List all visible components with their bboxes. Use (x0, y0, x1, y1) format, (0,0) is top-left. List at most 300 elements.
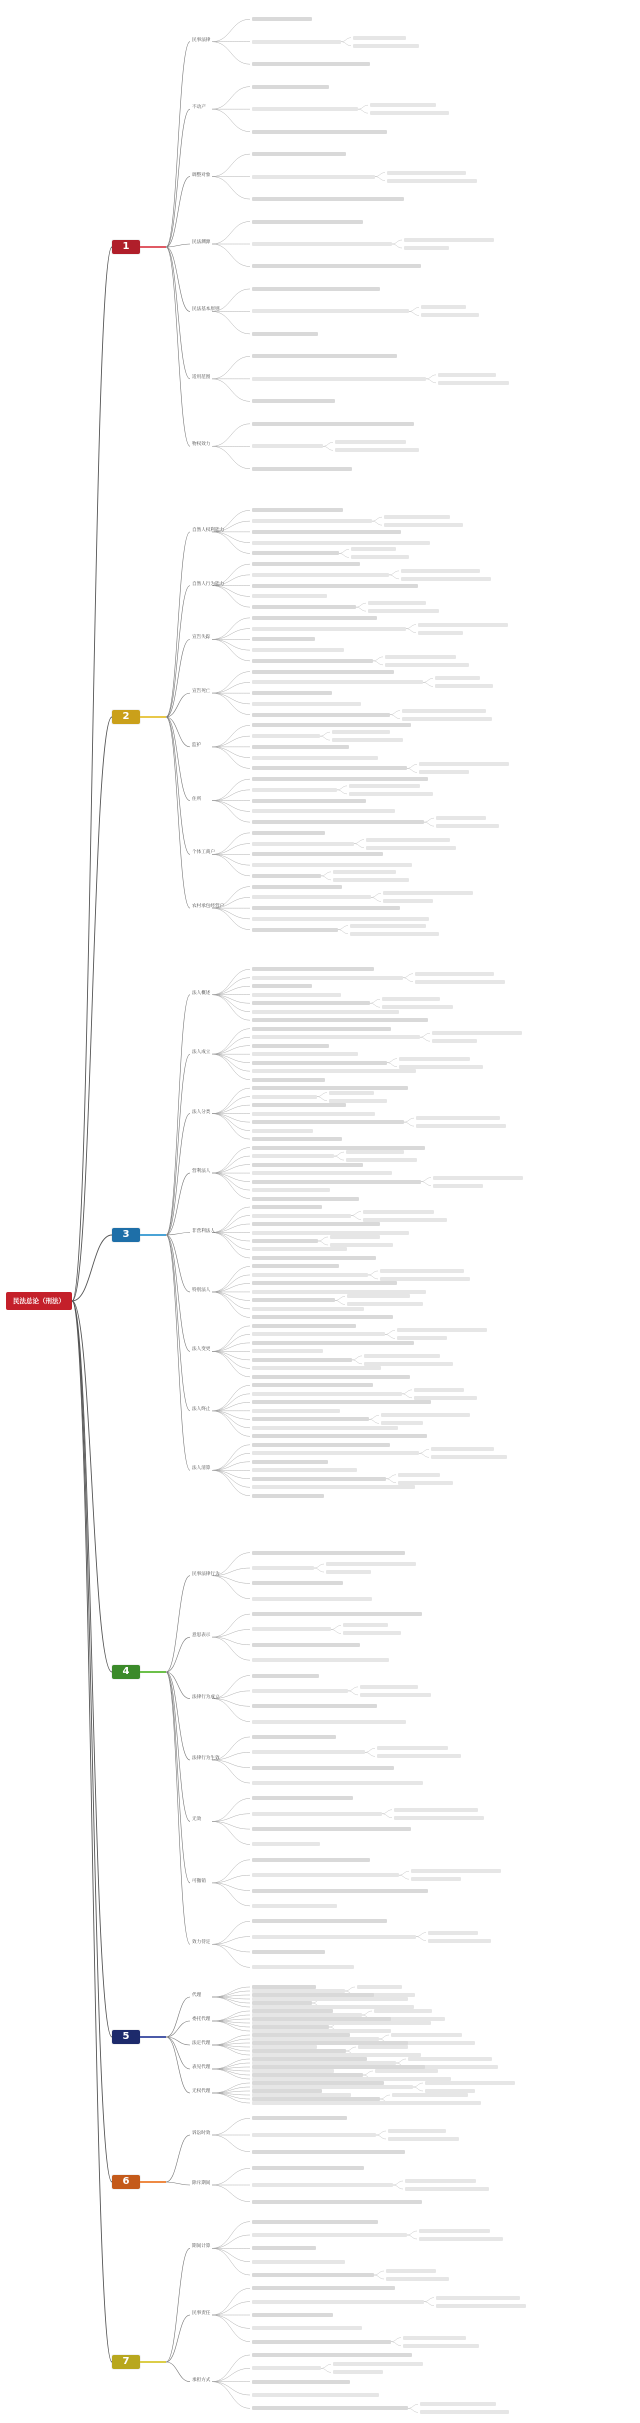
leaf-text-line (332, 730, 390, 734)
leaf-text-line (252, 573, 389, 577)
leaf-text-line (346, 1150, 404, 1154)
leaf-text-line (252, 852, 383, 856)
leaf-text-line (431, 1447, 494, 1451)
leaf-text-line (252, 399, 335, 403)
section-number: 1 (122, 241, 130, 252)
leaf-text-line (428, 1931, 478, 1935)
leaf-text-line (399, 1057, 470, 1061)
section-3-topic[interactable]: 法人清算 (192, 1466, 211, 1472)
section-5-topic[interactable]: 表见代理 (192, 2065, 211, 2070)
leaf-text-line (252, 354, 397, 358)
section-4-topic[interactable]: 法律行为成立 (192, 1694, 220, 1700)
leaf-text-line (252, 734, 320, 738)
leaf-text-line (398, 1481, 453, 1485)
leaf-text-line (252, 1256, 376, 1260)
leaf-text-line (252, 2380, 350, 2384)
leaf-text-line (252, 1827, 411, 1831)
leaf-text-line (333, 878, 409, 882)
leaf-text-line (252, 2233, 407, 2237)
section-3-topic[interactable]: 特别法人 (192, 1287, 211, 1293)
leaf-text-line (252, 2166, 364, 2170)
leaf-text-line (399, 1065, 483, 1069)
leaf-text-line (326, 1562, 416, 1566)
leaf-text-line (252, 1120, 404, 1124)
section-3-topic[interactable]: 法人终止 (192, 1406, 211, 1412)
leaf-text-line (252, 648, 344, 652)
leaf-text-line (333, 2370, 383, 2374)
leaf-text-line (252, 1674, 319, 1678)
leaf-text-line (353, 44, 419, 48)
leaf-text-line (436, 2304, 526, 2308)
leaf-text-line (252, 1018, 428, 1022)
section-number: 2 (122, 711, 130, 722)
leaf-text-line (252, 2273, 374, 2277)
section-1-topic[interactable]: 物权效力 (192, 442, 211, 448)
leaf-text-line (252, 1950, 325, 1954)
leaf-text-line (252, 1597, 372, 1601)
section-3-topic[interactable]: 法人分类 (192, 1109, 211, 1115)
leaf-text-line (252, 17, 312, 21)
leaf-text-line (252, 1001, 370, 1005)
leaf-text-line (252, 1095, 317, 1099)
leaf-text-line (252, 670, 394, 674)
leaf-text-line (404, 238, 494, 242)
leaf-text-line (252, 1027, 391, 1031)
leaf-text-line (252, 1720, 406, 1724)
leaf-text-line (416, 1124, 506, 1128)
section-1-topic[interactable]: 适用范围 (192, 374, 211, 380)
leaf-text-line (252, 175, 375, 179)
leaf-text-line (252, 1766, 394, 1770)
leaf-text-line (252, 1434, 427, 1438)
leaf-text-line (252, 2246, 316, 2250)
leaf-text-line (380, 1269, 464, 1273)
leaf-text-line (402, 717, 492, 721)
leaf-text-line (252, 2326, 362, 2330)
leaf-text-line (418, 631, 463, 635)
leaf-text-line (252, 1858, 370, 1862)
leaf-text-line (252, 1137, 342, 1141)
leaf-text-line (415, 972, 494, 976)
section-5-topic[interactable]: 无权代理 (192, 2089, 211, 2094)
leaf-text-line (351, 555, 409, 559)
section-6-badge[interactable] (112, 2175, 140, 2189)
section-5-topic[interactable]: 委托代理 (192, 2017, 211, 2022)
leaf-text-line (433, 1176, 523, 1180)
leaf-text-line (252, 2300, 424, 2304)
leaf-text-line (252, 1781, 423, 1785)
leaf-text-line (252, 1919, 387, 1923)
leaf-text-line (252, 809, 395, 813)
leaf-text-line (375, 2069, 438, 2073)
leaf-text-line (252, 2366, 321, 2370)
section-2-topic[interactable]: 农村承包经营户 (192, 904, 225, 910)
leaf-text-line (419, 762, 509, 766)
leaf-text-line (416, 1116, 500, 1120)
leaf-text-line (387, 179, 477, 183)
leaf-text-line (252, 1494, 324, 1498)
leaf-text-line (431, 1455, 507, 1459)
leaf-text-line (326, 1570, 371, 1574)
leaf-text-line (398, 1473, 440, 1477)
leaf-text-line (252, 1426, 398, 1430)
leaf-text-line (401, 577, 491, 581)
leaf-text-line (364, 1362, 453, 1366)
leaf-text-line (252, 627, 406, 631)
section-2-topic[interactable]: 自然人行为能力 (192, 581, 225, 587)
leaf-text-line (418, 623, 508, 627)
leaf-text-line (252, 1383, 373, 1387)
leaf-text-line (404, 246, 449, 250)
leaf-text-line (252, 885, 342, 889)
section-3-topic[interactable]: 营利法人 (192, 1169, 211, 1175)
leaf-text-line (252, 605, 356, 609)
leaf-text-line (252, 2313, 333, 2317)
leaf-text-line (252, 551, 339, 555)
leaf-text-line (252, 1612, 422, 1616)
leaf-text-line (252, 2353, 412, 2357)
section-2-topic[interactable]: 住所 (192, 796, 202, 802)
section-7-topic[interactable]: 期间计算 (192, 2244, 211, 2250)
section-2-topic[interactable]: 监护 (192, 742, 202, 748)
leaf-text-line (252, 756, 378, 760)
leaf-text-line (252, 1349, 323, 1353)
leaf-text-line (405, 2187, 489, 2191)
leaf-text-line (252, 1485, 415, 1489)
leaf-text-line (252, 1078, 325, 1082)
leaf-text-line (252, 1273, 368, 1277)
leaf-text-line (252, 1069, 416, 1073)
leaf-text-line (353, 36, 406, 40)
leaf-text-line (419, 2237, 503, 2241)
section-7-topic[interactable]: 承担方式 (192, 2377, 211, 2383)
section-2-topic[interactable]: 宣告死亡 (192, 689, 211, 695)
leaf-text-line (252, 691, 332, 695)
leaf-text-line (252, 788, 337, 792)
leaf-text-line (386, 2269, 436, 2273)
leaf-text-line (436, 2296, 520, 2300)
leaf-text-line (252, 1052, 358, 1056)
leaf-text-line (397, 1328, 487, 1332)
leaf-text-line (252, 928, 338, 932)
leaf-text-line (333, 2362, 423, 2366)
leaf-text-line (252, 1197, 359, 1201)
leaf-text-line (252, 842, 354, 846)
section-accent-bar (140, 246, 166, 248)
leaf-text-line (252, 820, 424, 824)
leaf-text-line (364, 1354, 440, 1358)
leaf-text-line (252, 616, 377, 620)
section-number: 3 (122, 1229, 130, 1240)
section-3-topic[interactable]: 法人变更 (192, 1347, 211, 1353)
section-7-badge[interactable] (112, 2355, 140, 2369)
leaf-text-line (252, 1551, 405, 1555)
leaf-text-line (252, 1889, 428, 1893)
leaf-text-line (252, 444, 323, 448)
section-6-topic[interactable]: 除斥期间 (192, 2181, 211, 2186)
leaf-text-line (435, 684, 493, 688)
leaf-text-line (432, 1031, 522, 1035)
leaf-text-line (360, 1693, 431, 1697)
leaf-text-line (394, 1816, 484, 1820)
leaf-text-line (252, 1566, 314, 1570)
leaf-text-line (252, 2260, 345, 2264)
leaf-text-line (252, 1061, 387, 1065)
leaf-text-line (252, 1332, 385, 1336)
section-accent-bar (140, 716, 166, 718)
leaf-text-line (330, 1235, 380, 1239)
leaf-text-line (252, 2200, 422, 2204)
section-2-topic[interactable]: 自然人权利能力 (192, 527, 225, 533)
leaf-text-line (252, 1222, 380, 1226)
leaf-text-line (332, 738, 403, 742)
leaf-text-line (252, 1842, 320, 1846)
leaf-text-line (252, 40, 341, 44)
leaf-text-line (252, 1281, 397, 1285)
leaf-text-line (415, 980, 505, 984)
leaf-text-line (329, 1099, 387, 1103)
leaf-text-line (252, 713, 390, 717)
leaf-text-line (324, 1997, 408, 2001)
leaf-text-line (357, 1985, 402, 1989)
leaf-text-line (411, 1869, 501, 1873)
leaf-text-line (252, 594, 327, 598)
leaf-text-line (252, 584, 418, 588)
leaf-text-line (381, 1421, 423, 1425)
leaf-text-line (414, 1388, 464, 1392)
section-accent-bar (140, 2181, 166, 2183)
leaf-text-line (391, 2033, 462, 2037)
leaf-text-line (335, 440, 406, 444)
leaf-text-line (252, 1239, 318, 1243)
leaf-text-line (384, 523, 463, 527)
leaf-text-line (252, 152, 346, 156)
leaf-text-line (252, 309, 409, 313)
leaf-text-line (401, 569, 480, 573)
section-1-topic[interactable]: 民法基本原则 (192, 307, 220, 313)
section-accent-bar (140, 2361, 166, 2363)
leaf-text-line (252, 242, 392, 246)
leaf-text-line (435, 676, 480, 680)
leaf-text-line (392, 2093, 468, 2097)
leaf-text-line (421, 313, 479, 317)
leaf-text-line (420, 2410, 509, 2414)
section-4-badge[interactable] (112, 1665, 140, 1679)
leaf-text-line (252, 1400, 431, 1404)
leaf-text-line (252, 1704, 377, 1708)
section-3-topic[interactable]: 法人概述 (192, 990, 211, 996)
leaf-text-line (347, 1294, 410, 1298)
leaf-text-line (252, 723, 411, 727)
leaf-text-line (252, 1341, 414, 1345)
leaf-text-line (329, 1091, 374, 1095)
leaf-text-line (252, 831, 325, 835)
leaf-text-line (374, 2009, 432, 2013)
section-6-topic[interactable]: 诉讼时效 (192, 2131, 211, 2136)
leaf-text-line (252, 2150, 405, 2154)
leaf-text-line (383, 891, 473, 895)
leaf-text-line (252, 1188, 330, 1192)
leaf-text-line (330, 1243, 393, 1247)
leaf-text-line (252, 1796, 353, 1800)
section-number: 5 (122, 2031, 130, 2042)
leaf-text-line (252, 107, 358, 111)
leaf-text-line (419, 2229, 490, 2233)
leaf-text-line (420, 2402, 496, 2406)
leaf-text-line (384, 515, 450, 519)
leaf-text-line (385, 663, 469, 667)
leaf-text-line (433, 1184, 483, 1188)
section-number: 6 (122, 2176, 130, 2187)
leaf-text-line (252, 1307, 364, 1311)
leaf-text-line (252, 1812, 382, 1816)
section-4-topic[interactable]: 意思表示 (192, 1633, 211, 1639)
leaf-text-line (403, 2336, 466, 2340)
section-4-topic[interactable]: 无效 (192, 1817, 202, 1823)
leaf-text-line (370, 103, 436, 107)
section-accent-bar (140, 1671, 166, 1673)
section-4-topic[interactable]: 民事法律行为 (192, 1571, 220, 1577)
leaf-text-line (252, 1146, 425, 1150)
leaf-text-line (252, 1324, 356, 1328)
leaf-text-line (252, 1163, 363, 1167)
section-2-topic[interactable]: 宣告失踪 (192, 635, 211, 641)
leaf-text-line (360, 1685, 418, 1689)
leaf-text-line (252, 519, 372, 523)
leaf-text-line (383, 899, 433, 903)
leaf-text-line (428, 1939, 491, 1943)
leaf-text-line (252, 1112, 375, 1116)
leaf-text-line (252, 1409, 340, 1413)
leaf-text-line (333, 870, 396, 874)
leaf-text-line (363, 1210, 434, 1214)
leaf-text-line (252, 197, 404, 201)
leaf-text-line (403, 2344, 479, 2348)
leaf-text-line (252, 1214, 351, 1218)
section-accent-bar (140, 2036, 166, 2038)
leaf-text-line (252, 62, 370, 66)
section-number: 7 (122, 2356, 130, 2367)
leaf-text-line (252, 2393, 379, 2397)
leaf-text-line (252, 2101, 409, 2105)
leaf-text-line (252, 906, 400, 910)
section-5-topic[interactable]: 法定代理 (192, 2041, 211, 2046)
leaf-text-line (252, 377, 426, 381)
leaf-text-line (380, 1277, 470, 1281)
leaf-text-line (252, 2183, 393, 2187)
section-7-topic[interactable]: 民事责任 (192, 2311, 211, 2316)
leaf-text-line (252, 1392, 402, 1396)
leaf-text-line (252, 917, 429, 921)
leaf-text-line (252, 1477, 386, 1481)
leaf-text-line (397, 1336, 447, 1340)
leaf-text-line (368, 601, 426, 605)
leaf-text-line (387, 171, 466, 175)
leaf-text-line (252, 2133, 376, 2137)
section-3-topic[interactable]: 非营利法人 (192, 1228, 215, 1234)
leaf-text-line (252, 1205, 322, 1209)
section-3-badge[interactable] (112, 1228, 140, 1242)
root-topic[interactable]: 民法总论（刑法） (6, 1292, 72, 1310)
leaf-text-line (252, 1873, 399, 1877)
section-4-topic[interactable]: 可撤销 (192, 1878, 206, 1884)
section-1-topic[interactable]: 民法渊源 (192, 240, 211, 245)
section-5-badge[interactable] (112, 2030, 140, 2044)
section-4-topic[interactable]: 法律行为生效 (192, 1756, 220, 1761)
section-2-badge[interactable] (112, 710, 140, 724)
leaf-text-line (421, 305, 466, 309)
section-1-topic[interactable]: 不动产 (192, 105, 206, 111)
leaf-text-line (252, 264, 421, 268)
leaf-text-line (335, 448, 419, 452)
leaf-text-line (252, 1581, 343, 1585)
section-1-badge[interactable] (112, 240, 140, 254)
leaf-text-line (252, 799, 366, 803)
leaf-text-line (252, 659, 373, 663)
leaf-text-line (252, 895, 371, 899)
leaf-text-line (405, 2179, 476, 2183)
section-accent-bar (140, 1234, 166, 1236)
leaf-text-line (252, 2340, 391, 2344)
section-number: 4 (122, 1666, 130, 1677)
leaf-text-line (432, 1039, 477, 1043)
leaf-text-line (252, 422, 414, 426)
leaf-text-line (381, 1413, 470, 1417)
leaf-text-line (252, 1315, 393, 1319)
leaf-text-line (252, 993, 341, 997)
leaf-text-line (343, 1631, 401, 1635)
leaf-text-line (252, 2286, 395, 2290)
leaf-text-line (252, 1451, 419, 1455)
section-4-topic[interactable]: 效力待定 (192, 1940, 211, 1946)
section-2-topic[interactable]: 个体工商户 (192, 850, 215, 856)
leaf-text-line (252, 1010, 399, 1014)
leaf-text-line (252, 1290, 426, 1294)
leaf-text-line (350, 932, 439, 936)
leaf-text-line (252, 702, 361, 706)
leaf-text-line (252, 863, 412, 867)
leaf-text-line (386, 2277, 449, 2281)
leaf-text-line (366, 846, 456, 850)
leaf-text-line (252, 287, 380, 291)
leaf-text-line (252, 562, 360, 566)
leaf-text-line (351, 547, 396, 551)
leaf-text-line (252, 1735, 336, 1739)
section-1-topic[interactable]: 调整对象 (192, 172, 211, 178)
leaf-text-line (252, 130, 387, 134)
leaf-text-line (438, 373, 496, 377)
leaf-text-line (346, 1158, 417, 1162)
section-3-topic[interactable]: 法人成立 (192, 1050, 211, 1056)
leaf-text-line (252, 967, 374, 971)
leaf-text-line (252, 680, 423, 684)
leaf-text-line (382, 1005, 453, 1009)
leaf-text-line (363, 1218, 447, 1222)
leaf-text-line (252, 1643, 360, 1647)
leaf-text-line (402, 709, 486, 713)
leaf-text-line (252, 541, 430, 545)
leaf-text-line (252, 1103, 346, 1107)
leaf-text-line (350, 924, 426, 928)
leaf-text-line (252, 1247, 347, 1251)
section-5-topic[interactable]: 代理 (192, 1993, 202, 1998)
leaf-text-line (252, 1298, 335, 1302)
leaf-text-line (382, 997, 440, 1001)
section-1-topic[interactable]: 民事法律 (192, 37, 211, 43)
leaf-text-line (252, 1035, 420, 1039)
leaf-text-line (252, 1965, 354, 1969)
leaf-text-line (394, 1808, 478, 1812)
